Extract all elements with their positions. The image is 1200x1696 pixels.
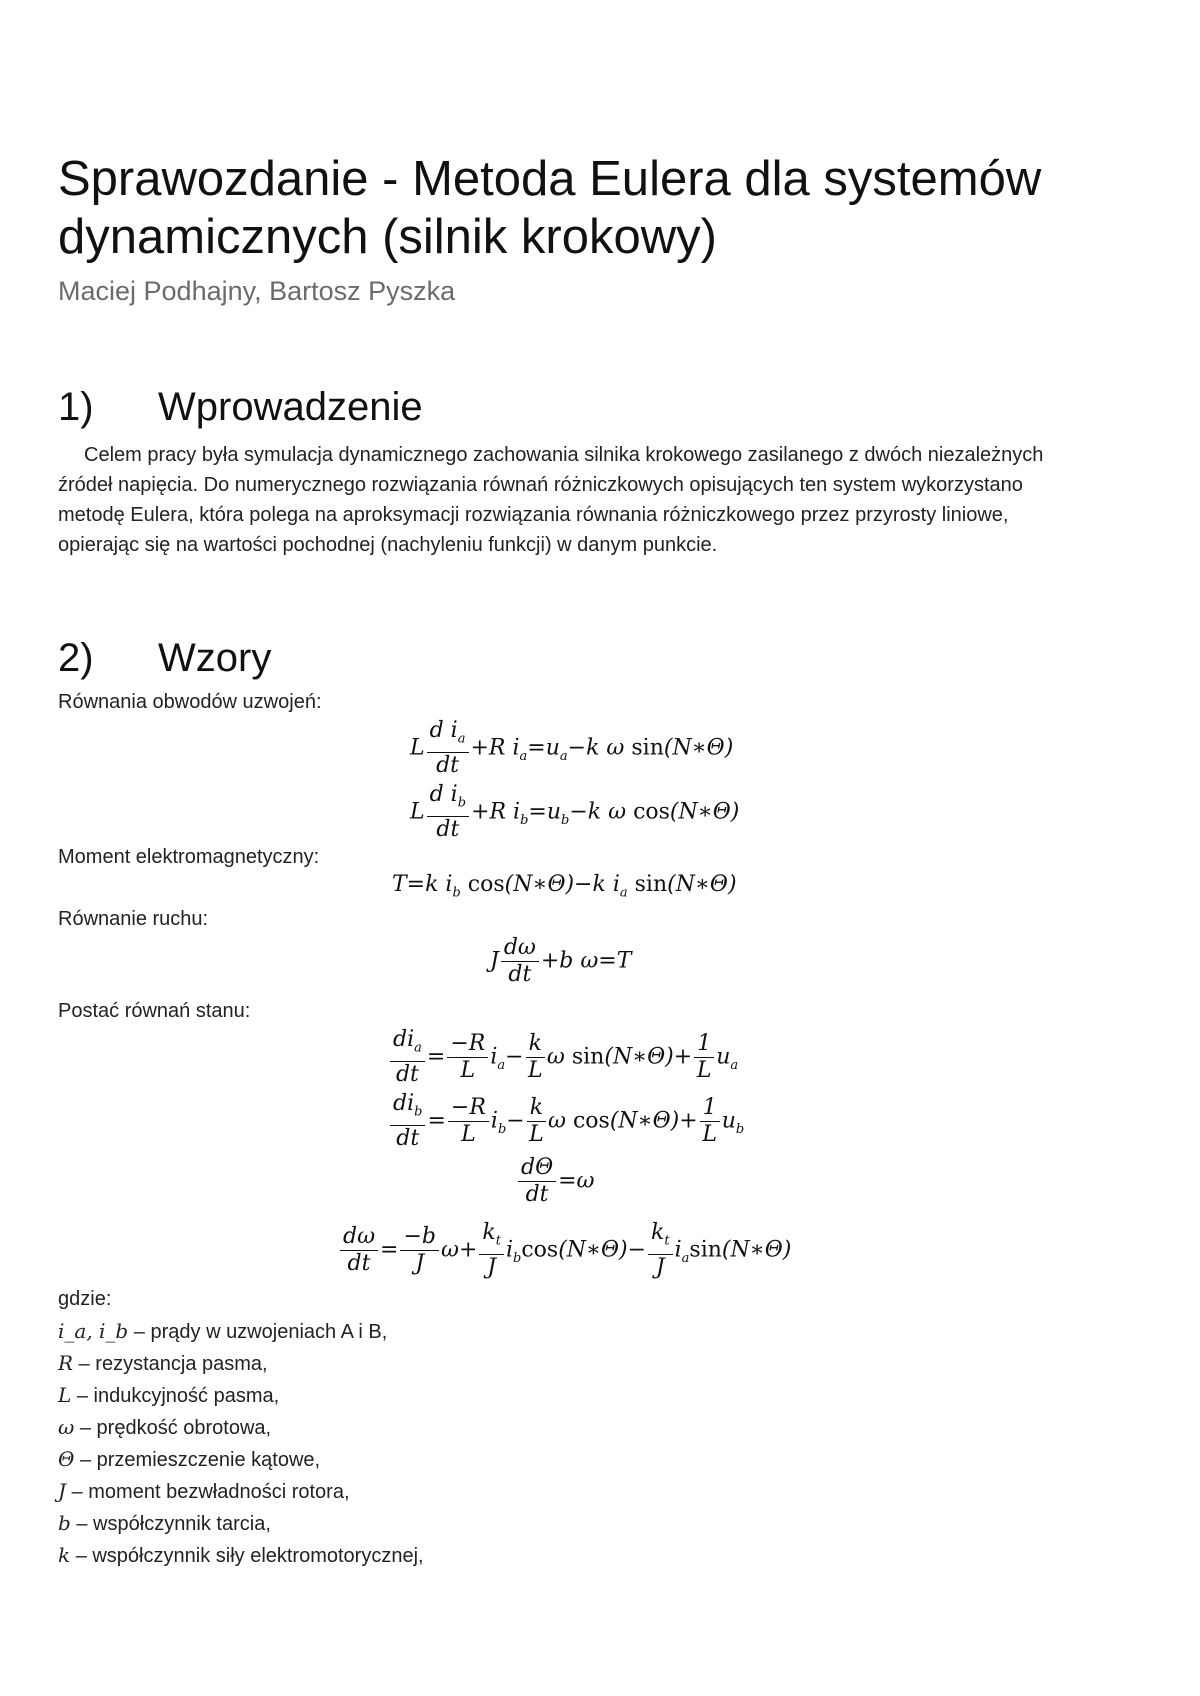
section-heading-formulas bbox=[58, 636, 271, 681]
definition-item bbox=[58, 1540, 424, 1572]
section-number: 2) bbox=[58, 636, 94, 680]
definition-symbol: ω bbox=[58, 1415, 75, 1439]
definition-item bbox=[58, 1316, 424, 1348]
definition-item bbox=[58, 1412, 424, 1444]
definition-text: – prędkość obrotowa, bbox=[79, 1417, 272, 1439]
section-title: Wzory bbox=[158, 636, 272, 680]
document-authors: Maciej Podhajny, Bartosz Pyszka bbox=[58, 276, 456, 306]
definition-item bbox=[58, 1348, 424, 1380]
definition-symbol: R bbox=[58, 1351, 74, 1375]
definition-item bbox=[58, 1444, 424, 1476]
definition-text: – współczynnik tarcia, bbox=[76, 1513, 271, 1535]
equation-state-omega: $\frac{d\omega}{dt}$ = $\frac{-b}{J}$ ω+ $\frac{k_t}{J}$ $i_b\cos(N∗\Theta)-$ $\frac{k_t}{J}$ $i_a\sin(N∗\Theta)$ bbox=[338, 1220, 791, 1281]
definition-text: – moment bezwładności rotora, bbox=[71, 1481, 350, 1503]
definition-symbol: k bbox=[58, 1543, 71, 1567]
section-heading-intro bbox=[58, 385, 423, 430]
definition-symbol: b bbox=[58, 1511, 71, 1535]
equation-state-theta: $\frac{d\Theta}{dt}$ =ω bbox=[516, 1155, 595, 1208]
definition-item bbox=[58, 1476, 424, 1508]
equation-state-ia: $\frac{di_a}{dt}$ = $\frac{-R}{L}$ $i_a-$ $\frac{k}{L}$ ω sin(N∗Θ)+ $\frac{1}{L}$ $u_a$ bbox=[388, 1027, 738, 1088]
definition-text: – rezystancja pasma, bbox=[78, 1353, 268, 1375]
definition-symbol: L bbox=[58, 1383, 72, 1407]
definition-text: – współczynnik siły elektromotorycznej, bbox=[75, 1545, 424, 1567]
equation-circuit-b: L $\frac{d i_b}{dt}$ +R $i_b=u_b-k$ ω cos(N∗Θ) bbox=[410, 782, 740, 843]
definition-text: – indukcyjność pasma, bbox=[76, 1385, 280, 1407]
label-circuits: Równania obwodów uzwojeń: bbox=[58, 691, 322, 713]
equation-motion: J $\frac{d\omega}{dt}$ +b ω=T bbox=[490, 935, 632, 987]
label-where: gdzie: bbox=[58, 1288, 112, 1310]
label-motion: Równanie ruchu: bbox=[58, 908, 209, 930]
intro-paragraph bbox=[58, 440, 1058, 560]
definition-text: – przemieszczenie kątowe, bbox=[79, 1449, 321, 1471]
definition-symbol: i_a, i_b bbox=[58, 1319, 129, 1343]
definition-item bbox=[58, 1380, 424, 1412]
definition-symbol: J bbox=[58, 1479, 67, 1503]
equation-circuit-a: L $\frac{d i_a}{dt}$ +R $i_a=u_a-k$ ω sin(N∗Θ) bbox=[410, 718, 734, 779]
label-state: Postać równań stanu: bbox=[58, 1000, 251, 1022]
label-torque: Moment elektromagnetyczny: bbox=[58, 846, 320, 868]
definition-symbol: Θ bbox=[58, 1447, 75, 1471]
document-title: Sprawozdanie - Metoda Eulera dla systemów dynamicznych (silnik krokowy) bbox=[58, 152, 1042, 264]
definition-item bbox=[58, 1508, 424, 1540]
section-number: 1) bbox=[58, 385, 94, 429]
equation-torque: T=k $i_b$ cos(N∗Θ)−k $i_a$ sin(N∗Θ) bbox=[392, 872, 737, 901]
equation-state-ib: $\frac{di_b}{dt}$ = $\frac{-R}{L}$ $i_b-$ $\frac{k}{L}$ ω cos(N∗Θ)+ $\frac{1}{L}$ $u_b$ bbox=[388, 1091, 744, 1152]
intro-text: Celem pracy była symulacja dynamicznego zachowania silnika krokowego zasilanego z dwóch niezależnych źródeł napięcia. Do numerycznego rozwiązania równań różniczkowych opisujących ten system wykorzystano metodę Eulera, która polega na aproksymacji rozwiązania równania różniczkowego przez przyrosty liniowe, opierając się na wartości pochodnej (nachyleniu funkcji) w danym punkcie. bbox=[58, 444, 1044, 556]
definition-text: – prądy w uzwojeniach A i B, bbox=[133, 1321, 388, 1343]
section-title: Wprowadzenie bbox=[158, 385, 423, 429]
definitions-list bbox=[58, 1316, 424, 1572]
